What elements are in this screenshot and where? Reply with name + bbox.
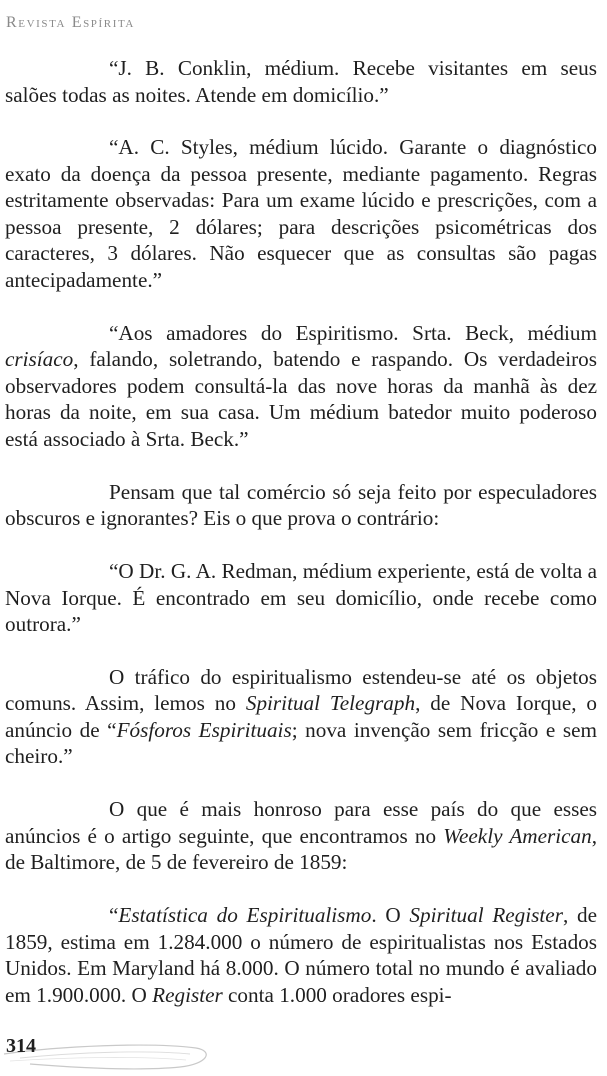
text-run: “Aos amadores do Espiritismo. Srta. Beck, médium <box>109 320 597 345</box>
italic-run: Register <box>152 982 223 1007</box>
italic-run: crisíaco <box>5 347 74 372</box>
text-run: “J. B. Conklin, médium. Recebe visitantes em seus salões todas as noites. Atende em domicílio.” <box>5 56 597 107</box>
paragraph <box>5 664 597 770</box>
page-number: 314 <box>6 1035 36 1057</box>
text-run: , de 1859, estima em 1.284.000 o número de espiritualistas nos Estados Unidos. Em Maryland há 8.000. O número total no mundo é avaliado em 1.900.000. O <box>5 903 597 1007</box>
page-ornament-swoosh <box>0 1030 240 1076</box>
text-run: “ <box>109 903 119 928</box>
text-run: conta 1.000 oradores espi- <box>222 982 452 1007</box>
paragraph <box>5 796 597 876</box>
body-text <box>5 55 597 1008</box>
text-run: , de Baltimore, de 5 de fevereiro de 1859: <box>5 823 597 875</box>
italic-run: Spiritual Register <box>409 903 563 928</box>
text-run: “O Dr. G. A. Redman, médium experiente, está de volta a Nova Iorque. É encontrado em seu domicílio, onde recebe como outrora.” <box>5 559 597 637</box>
text-run: “A. C. Styles, médium lúcido. Garante o diagnóstico exato da doença da pessoa presente, mediante pagamento. Regras estritamente observadas: Para um exame lúcido e prescrições, com a pessoa presente, 2 dólares; para descrições psicométricas dos caracteres, 3 dólares. Não esquecer que as consultas são pagas antecipadamente.” <box>5 135 597 292</box>
paragraph <box>5 902 597 1008</box>
running-head: Revista Espírita <box>6 14 135 31</box>
paragraph <box>5 55 597 108</box>
italic-run: Spiritual Telegraph <box>245 691 416 716</box>
italic-run: Estatística do Espiritualismo <box>118 903 372 928</box>
text-run: O tráfico do espiritualismo estendeu-se até os objetos comuns. Assim, lemos no <box>5 664 597 716</box>
text-run: , falando, soletrando, batendo e raspando. Os verdadeiros observadores podem consultá-la das nove horas da manhã às dez horas da noite, em sua casa. Um médium batedor muito poderoso está associado à Srta. Beck.” <box>5 347 597 451</box>
italic-run: Weekly American <box>443 823 592 848</box>
paragraph <box>5 320 597 453</box>
text-run: O que é mais honroso para esse país do que esses anúncios é o artigo seguinte, que encontramos no <box>5 797 597 848</box>
text-run: ; nova invenção sem fricção e sem cheiro.” <box>5 717 597 769</box>
paragraph <box>5 558 597 638</box>
italic-run: Fósforos Espirituais <box>116 717 292 742</box>
paragraph <box>5 479 597 532</box>
text-run: Pensam que tal comércio só seja feito por especuladores obscuros e ignorantes? Eis o que prova o contrário: <box>5 479 597 531</box>
text-run: . O <box>371 903 410 928</box>
text-run: , de Nova Iorque, o anúncio de “ <box>5 691 598 742</box>
paragraph <box>5 134 597 293</box>
